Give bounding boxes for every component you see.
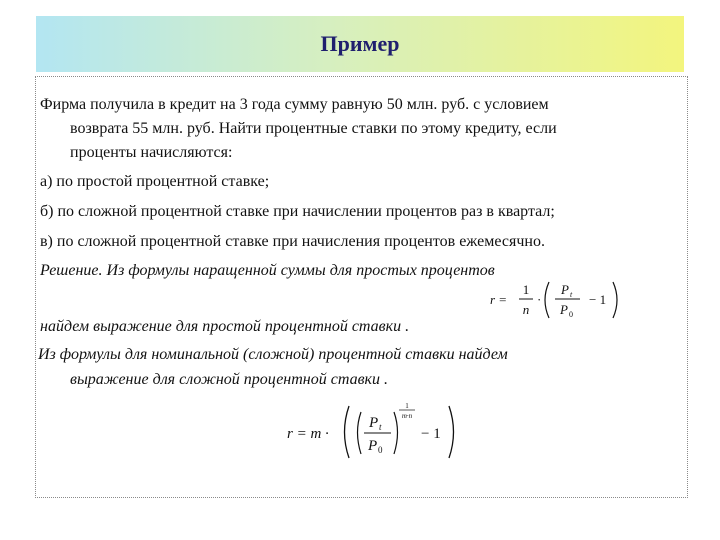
formula1-den-sub: 0 bbox=[569, 310, 573, 319]
formula2-num-sub: t bbox=[379, 422, 382, 432]
formula2-exp-num: 1 bbox=[405, 402, 409, 410]
problem-line-2: возврата 55 млн. руб. Найти процентные ставки по этому кредиту, если bbox=[70, 120, 557, 137]
solution-line-3a: Из формулы для номинальной (сложной) процентной ставки найдем bbox=[38, 346, 508, 363]
formula1-coef-den: n bbox=[522, 302, 530, 317]
slide-title: Пример bbox=[320, 31, 400, 56]
item-c: в) по сложной процентной ставке при начисления процентов ежемесячно. bbox=[40, 233, 545, 250]
formula2-num: P bbox=[369, 415, 379, 431]
formula1-num-sub: t bbox=[570, 290, 573, 299]
formula1-coef-num: 1 bbox=[522, 282, 530, 297]
formula1-minus-one: − 1 bbox=[589, 292, 607, 307]
formula2-den: P bbox=[368, 438, 378, 454]
formula2-den-sub: 0 bbox=[378, 445, 383, 455]
simple-rate-formula bbox=[488, 276, 648, 324]
formula1-num: P bbox=[561, 282, 569, 297]
formula2-lhs: r = m · bbox=[287, 426, 329, 442]
item-b: б) по сложной процентной ставке при начислении процентов раз в квартал; bbox=[40, 203, 555, 220]
solution-line-3b: выражение для сложной процентной ставки . bbox=[70, 371, 389, 388]
compound-rate-formula bbox=[285, 398, 485, 464]
formula2-minus-one: − 1 bbox=[421, 426, 441, 442]
formula1-lhs: r = bbox=[490, 292, 508, 307]
formula1-den: P bbox=[560, 302, 568, 317]
problem-line-1: Фирма получила в кредит на 3 года сумму равную 50 млн. руб. с условием bbox=[40, 96, 549, 113]
problem-line-3: проценты начисляются: bbox=[70, 144, 233, 161]
solution-line-2: найдем выражение для простой процентной ставки . bbox=[40, 318, 410, 335]
item-a: а) по простой процентной ставке; bbox=[40, 173, 270, 190]
solution-intro: Решение. Из формулы наращенной суммы для простых процентов bbox=[40, 262, 495, 279]
formula2-exp-den: m·n bbox=[401, 412, 413, 420]
svg-text:·: · bbox=[537, 292, 542, 307]
title-banner bbox=[36, 16, 684, 72]
